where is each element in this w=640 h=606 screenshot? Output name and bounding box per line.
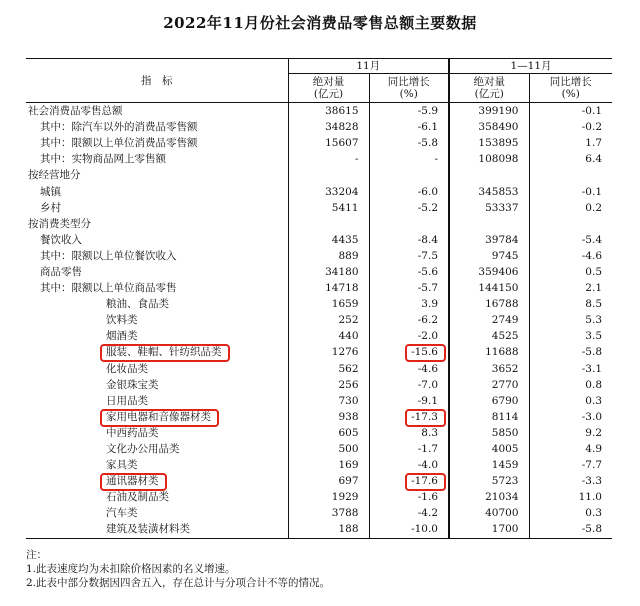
month-yoy-value: -8.4: [369, 232, 449, 248]
ytd-abs-value: 4005: [449, 441, 529, 457]
ytd-abs-value: 153895: [449, 135, 529, 151]
row-label: 建筑及装潢材料类: [26, 521, 288, 538]
ytd-yoy-value: 0.2: [529, 200, 612, 216]
row-label: 中西药品类: [106, 426, 159, 439]
ytd-yoy-value: -0.1: [529, 183, 612, 199]
row-label: 按经营地分: [28, 169, 81, 182]
month-yoy-value: -15.6: [369, 344, 449, 360]
month-yoy-value: -4.6: [369, 361, 449, 377]
month-yoy-value: -1.7: [369, 441, 449, 457]
note-1: 1.此表速度均为未扣除价格因素的名义增速。: [26, 563, 236, 575]
table-row: [26, 457, 612, 473]
table-row: [26, 135, 612, 151]
header-abs-label: 绝对量: [473, 76, 505, 88]
ytd-abs-value: [449, 216, 529, 232]
ytd-yoy-value: 6.4: [529, 151, 612, 167]
ytd-yoy-value: -0.1: [529, 103, 612, 120]
row-label: 城镇: [40, 185, 61, 198]
header-growth-unit: (%): [561, 88, 580, 100]
table-row: [26, 248, 612, 264]
row-label: 家用电器和音像器材类: [106, 410, 211, 423]
header-growth-unit: (%): [399, 88, 418, 100]
month-yoy-value: -: [369, 151, 449, 167]
month-abs-value: [288, 216, 369, 232]
month-yoy-value: -6.2: [369, 312, 449, 328]
month-yoy-value: 3.9: [369, 296, 449, 312]
page-title: 2022年11月份社会消费品零售总额主要数据: [163, 14, 477, 32]
table-row: [26, 200, 612, 216]
row-label: 其中：限额以上单位消费品零售额: [40, 137, 198, 150]
month-abs-value: 605: [288, 425, 369, 441]
month-abs-value: 440: [288, 328, 369, 344]
ytd-yoy-value: 3.5: [529, 328, 612, 344]
ytd-yoy-value: -3.0: [529, 409, 612, 425]
table-row: [26, 377, 612, 393]
row-label: 化妆品类: [106, 362, 148, 375]
table-row: [26, 119, 612, 135]
row-label: 其中：限额以上单位商品零售: [40, 282, 177, 295]
row-label: 按消费类型分: [28, 217, 91, 230]
month-abs-value: 33204: [288, 183, 369, 199]
row-label: 烟酒类: [106, 330, 138, 343]
table-row: [26, 473, 612, 489]
month-abs-value: 730: [288, 393, 369, 409]
table-row: [26, 361, 612, 377]
month-yoy-value: -17.6: [369, 473, 449, 489]
ytd-yoy-value: 0.3: [529, 393, 612, 409]
month-yoy-value: -5.6: [369, 264, 449, 280]
month-abs-value: 562: [288, 361, 369, 377]
table-row: [26, 232, 612, 248]
header-abs-label: 绝对量: [312, 76, 345, 88]
header-growth-label: 同比增长: [549, 76, 592, 88]
ytd-abs-value: 5850: [449, 425, 529, 441]
ytd-yoy-value: -0.2: [529, 119, 612, 135]
header-indicator: 指 标: [26, 59, 288, 103]
ytd-abs-value: 358490: [449, 119, 529, 135]
row-label: 餐饮收入: [40, 233, 82, 246]
month-yoy-value: -17.3: [369, 409, 449, 425]
table-row: [26, 103, 612, 120]
row-label: 粮油、食品类: [106, 298, 169, 311]
header-ytd-yoy: [529, 74, 612, 103]
ytd-abs-value: 8114: [449, 409, 529, 425]
month-yoy-value: -10.0: [369, 521, 449, 538]
month-yoy-value: -5.8: [369, 135, 449, 151]
header-ytd-group: 1—11月: [449, 59, 612, 74]
row-label: 饮料类: [106, 314, 138, 327]
month-abs-value: 15607: [288, 135, 369, 151]
ytd-yoy-value: [529, 167, 612, 183]
table-row: [26, 296, 612, 312]
ytd-yoy-value: -4.6: [529, 248, 612, 264]
month-yoy-value: -4.2: [369, 505, 449, 521]
ytd-abs-value: 21034: [449, 489, 529, 505]
month-abs-value: 889: [288, 248, 369, 264]
month-abs-value: 1659: [288, 296, 369, 312]
month-yoy-value: -9.1: [369, 393, 449, 409]
row-label: 家具类: [106, 459, 138, 472]
month-yoy-value: [369, 167, 449, 183]
note-2: 2.此表中部分数据因四舍五入，存在总计与分项合计不等的情况。: [26, 577, 331, 589]
month-yoy-value: -5.2: [369, 200, 449, 216]
month-yoy-value: -2.0: [369, 328, 449, 344]
retail-sales-table: [26, 58, 612, 539]
table-row: [26, 328, 612, 344]
month-abs-value: 34828: [288, 119, 369, 135]
table-row: [26, 312, 612, 328]
ytd-abs-value: 1459: [449, 457, 529, 473]
ytd-yoy-value: 0.8: [529, 377, 612, 393]
table-row: [26, 393, 612, 409]
row-label: 乡村: [40, 201, 61, 214]
ytd-abs-value: 53337: [449, 200, 529, 216]
month-yoy-value: -6.1: [369, 119, 449, 135]
ytd-abs-value: 6790: [449, 393, 529, 409]
ytd-yoy-value: -5.4: [529, 232, 612, 248]
ytd-yoy-value: -3.1: [529, 361, 612, 377]
ytd-yoy-value: 0.3: [529, 505, 612, 521]
row-label: 商品零售: [40, 265, 82, 278]
row-label: 其中：除汽车以外的消费品零售额: [40, 121, 198, 134]
ytd-abs-value: 9745: [449, 248, 529, 264]
month-yoy-value: -7.5: [369, 248, 449, 264]
ytd-abs-value: 40700: [449, 505, 529, 521]
ytd-yoy-value: 2.1: [529, 280, 612, 296]
row-label: 汽车类: [106, 507, 138, 520]
month-abs-value: [288, 167, 369, 183]
header-growth-label: 同比增长: [387, 76, 430, 88]
header-abs-unit: (亿元): [313, 88, 344, 100]
month-abs-value: 938: [288, 409, 369, 425]
row-label: 通讯器材类: [106, 475, 159, 488]
month-yoy-value: 8.3: [369, 425, 449, 441]
ytd-yoy-value: 0.5: [529, 264, 612, 280]
table-row: [26, 167, 612, 183]
month-yoy-value: [369, 216, 449, 232]
month-abs-value: 4435: [288, 232, 369, 248]
month-yoy-value: -5.7: [369, 280, 449, 296]
month-abs-value: 38615: [288, 103, 369, 120]
header-month-group: 11月: [288, 59, 449, 74]
row-label: 其中：实物商品网上零售额: [40, 153, 166, 166]
row-label: 其中：限额以上单位餐饮收入: [40, 249, 177, 262]
row-label: 石油及制品类: [106, 491, 169, 504]
month-abs-value: 500: [288, 441, 369, 457]
table-row: [26, 425, 612, 441]
table-row: [26, 409, 612, 425]
table-row: [26, 344, 612, 360]
ytd-abs-value: 345853: [449, 183, 529, 199]
ytd-abs-value: 1700: [449, 521, 529, 538]
month-abs-value: 34180: [288, 264, 369, 280]
notes-heading: 注：: [26, 549, 47, 561]
ytd-yoy-value: 4.9: [529, 441, 612, 457]
month-yoy-value: -6.0: [369, 183, 449, 199]
table-row: [26, 216, 612, 232]
month-yoy-value: -7.0: [369, 377, 449, 393]
table-row: [26, 183, 612, 199]
ytd-abs-value: 5723: [449, 473, 529, 489]
ytd-yoy-value: 11.0: [529, 489, 612, 505]
month-abs-value: 5411: [288, 200, 369, 216]
month-abs-value: 14718: [288, 280, 369, 296]
ytd-abs-value: 16788: [449, 296, 529, 312]
table-row: [26, 489, 612, 505]
ytd-abs-value: 399190: [449, 103, 529, 120]
ytd-abs-value: [449, 167, 529, 183]
row-label: 服装、鞋帽、针纺织品类: [106, 346, 222, 359]
month-abs-value: 256: [288, 377, 369, 393]
header-abs-unit: (亿元): [474, 88, 504, 100]
footnotes: [26, 548, 330, 590]
ytd-abs-value: 144150: [449, 280, 529, 296]
month-abs-value: 169: [288, 457, 369, 473]
row-label: 文化办公用品类: [106, 443, 180, 456]
ytd-abs-value: 3652: [449, 361, 529, 377]
ytd-yoy-value: -7.7: [529, 457, 612, 473]
month-yoy-value: -4.0: [369, 457, 449, 473]
ytd-abs-value: 2770: [449, 377, 529, 393]
ytd-abs-value: 359406: [449, 264, 529, 280]
table-row: [26, 441, 612, 457]
month-abs-value: 252: [288, 312, 369, 328]
row-label: 社会消费品零售总额: [28, 105, 123, 118]
ytd-abs-value: 2749: [449, 312, 529, 328]
ytd-abs-value: 4525: [449, 328, 529, 344]
ytd-yoy-value: 1.7: [529, 135, 612, 151]
month-abs-value: 188: [288, 521, 369, 538]
header-month-abs: [288, 74, 369, 103]
ytd-abs-value: 39784: [449, 232, 529, 248]
ytd-yoy-value: -5.8: [529, 344, 612, 360]
ytd-yoy-value: 5.3: [529, 312, 612, 328]
month-yoy-value: -1.6: [369, 489, 449, 505]
ytd-yoy-value: [529, 216, 612, 232]
table-row: [26, 264, 612, 280]
ytd-yoy-value: 8.5: [529, 296, 612, 312]
table-row: [26, 280, 612, 296]
month-abs-value: 1276: [288, 344, 369, 360]
month-abs-value: 697: [288, 473, 369, 489]
row-label: 金银珠宝类: [106, 378, 159, 391]
month-abs-value: 3788: [288, 505, 369, 521]
table-row: [26, 521, 612, 538]
header-ytd-abs: [449, 74, 529, 103]
ytd-yoy-value: -3.3: [529, 473, 612, 489]
ytd-abs-value: 108098: [449, 151, 529, 167]
month-abs-value: 1929: [288, 489, 369, 505]
ytd-abs-value: 11688: [449, 344, 529, 360]
ytd-yoy-value: 9.2: [529, 425, 612, 441]
table-row: [26, 151, 612, 167]
ytd-yoy-value: -5.8: [529, 521, 612, 538]
month-abs-value: -: [288, 151, 369, 167]
header-month-yoy: [369, 74, 449, 103]
month-yoy-value: -5.9: [369, 103, 449, 120]
row-label: 日用品类: [106, 394, 148, 407]
table-row: [26, 505, 612, 521]
